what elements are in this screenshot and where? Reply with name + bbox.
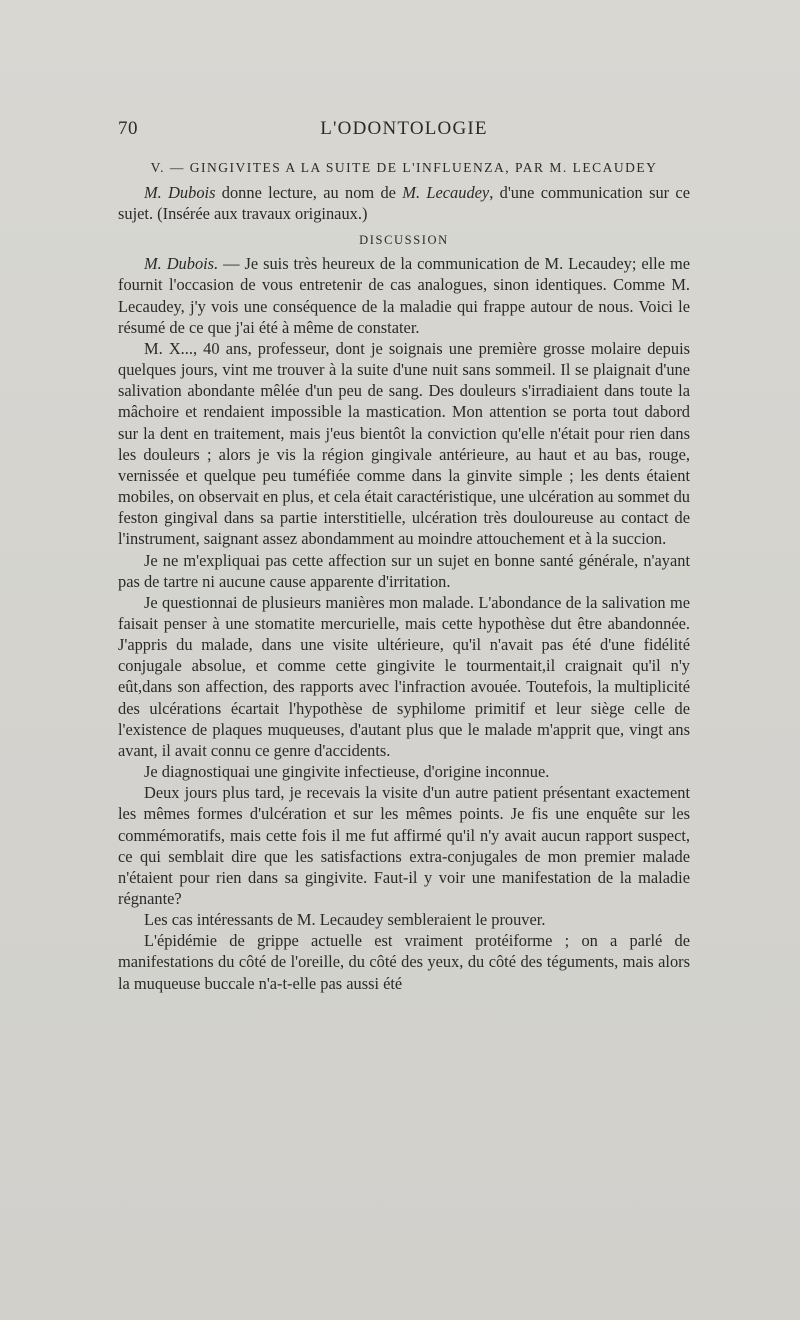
paragraph	[118, 253, 690, 338]
speaker-name: M. Dubois	[144, 183, 216, 202]
paragraph: Les cas intéressants de M. Lecaudey sembleraient le prouver.	[144, 910, 546, 930]
speaker-name: M. Lecaudey	[402, 183, 490, 202]
intro-text: , d'une communication sur ce sujet. (Insérée aux travaux originaux.)	[118, 183, 690, 224]
intro-text: donne lecture, au nom de	[215, 183, 403, 202]
section-heading: V. — GINGIVITES A LA SUITE DE L'INFLUENZA, PAR M. LECAUDEY	[150, 160, 658, 175]
paragraph: Je questionnai de plusieurs manières mon malade. L'abondance de la salivation me faisait penser à une stomatite mercurielle, mais cette hypothèse dut être abandonnée. J'appris du malade, dans une visite ultérieure, qu'il n'avait pas été d'une fidélité conjugale absolue, et comme cette gingivite le tourmentait,il craignait qu'il n'y eût,dans son affection, des rapports avec l'infraction avouée. Toutefois, la multiplicité des ulcérations écartait l'hypothèse de syphilome primitif et leur siège celle de l'existence de plaques muqueuses, d'autant plus que le malade m'apprit que, vingt ans avant, il avait connu ce genre d'accidents.	[118, 592, 690, 760]
page-number: 70	[118, 118, 138, 139]
running-title: L'ODONTOLOGIE	[320, 118, 488, 139]
paragraph-text: — Je suis très heureux de la communication de M. Lecaudey; elle me fournit l'occasion de vous entretenir de cas analogues, sinon identiques. Comme M. Lecaudey, j'y vois une conséquence de la maladie qui frappe autour de nous. Voici le résumé de ce que j'ai été à même de constater.	[118, 254, 690, 337]
paragraph: L'épidémie de grippe actuelle est vraiment protéiforme ; on a parlé de manifestations du côté de l'oreille, du côté des yeux, du côté des téguments, mais alors la muqueuse buccale n'a-t-elle pas aussi été	[118, 931, 690, 993]
paragraph: Je ne m'expliquai pas cette affection sur un sujet en bonne santé générale, n'ayant pas de tartre ni aucune cause apparente d'irritation.	[118, 550, 690, 591]
article-body	[118, 158, 690, 994]
page-header	[118, 118, 690, 144]
discussion-heading: DISCUSSION	[359, 233, 449, 248]
paragraph: Je diagnostiquai une gingivite infectieuse, d'origine inconnue.	[144, 762, 550, 782]
paragraph: M. X..., 40 ans, professeur, dont je soignais une première grosse molaire depuis quelques jours, vint me trouver à la suite d'une nuit sans sommeil. Il se plaignait d'une salivation abondante mêlée d'un peu de sang. Des douleurs s'irradiaient dans toute la mâchoire et rendaient impossible la mastication. Mon attention se porta tout dabord sur la dent en traitement, mais j'eus bientôt la conviction qu'elle n'était pour rien dans les douleurs ; alors je vis la région gingivale antérieure, au haut et au bas, rouge, vernissée et quelque peu tuméfiée comme dans la ginvite simple ; les dents étaient mobiles, on observait en plus, et cela était caractéristique, une ulcération au sommet du feston gingival dans sa partie interstitielle, ulcération très douloureuse au contact de l'instrument, saignant assez abondamment au moindre attouchement et à la succion.	[118, 338, 690, 549]
paragraph: Deux jours plus tard, je recevais la visite d'un autre patient présentant exactement les mêmes formes d'ulcération et sur les mêmes points. Je fis une enquête sur les commémoratifs, mais cette fois il me fut affirmé qu'il n'y avait aucun rapport suspect, ce qui semblait dire que les satisfactions extra-conjugales de mon premier malade n'étaient pour rien dans sa gingivite. Faut-il y voir une manifestation de la maladie régnante?	[118, 783, 690, 908]
intro-paragraph	[118, 182, 690, 224]
speaker-name: M. Dubois.	[144, 254, 219, 274]
